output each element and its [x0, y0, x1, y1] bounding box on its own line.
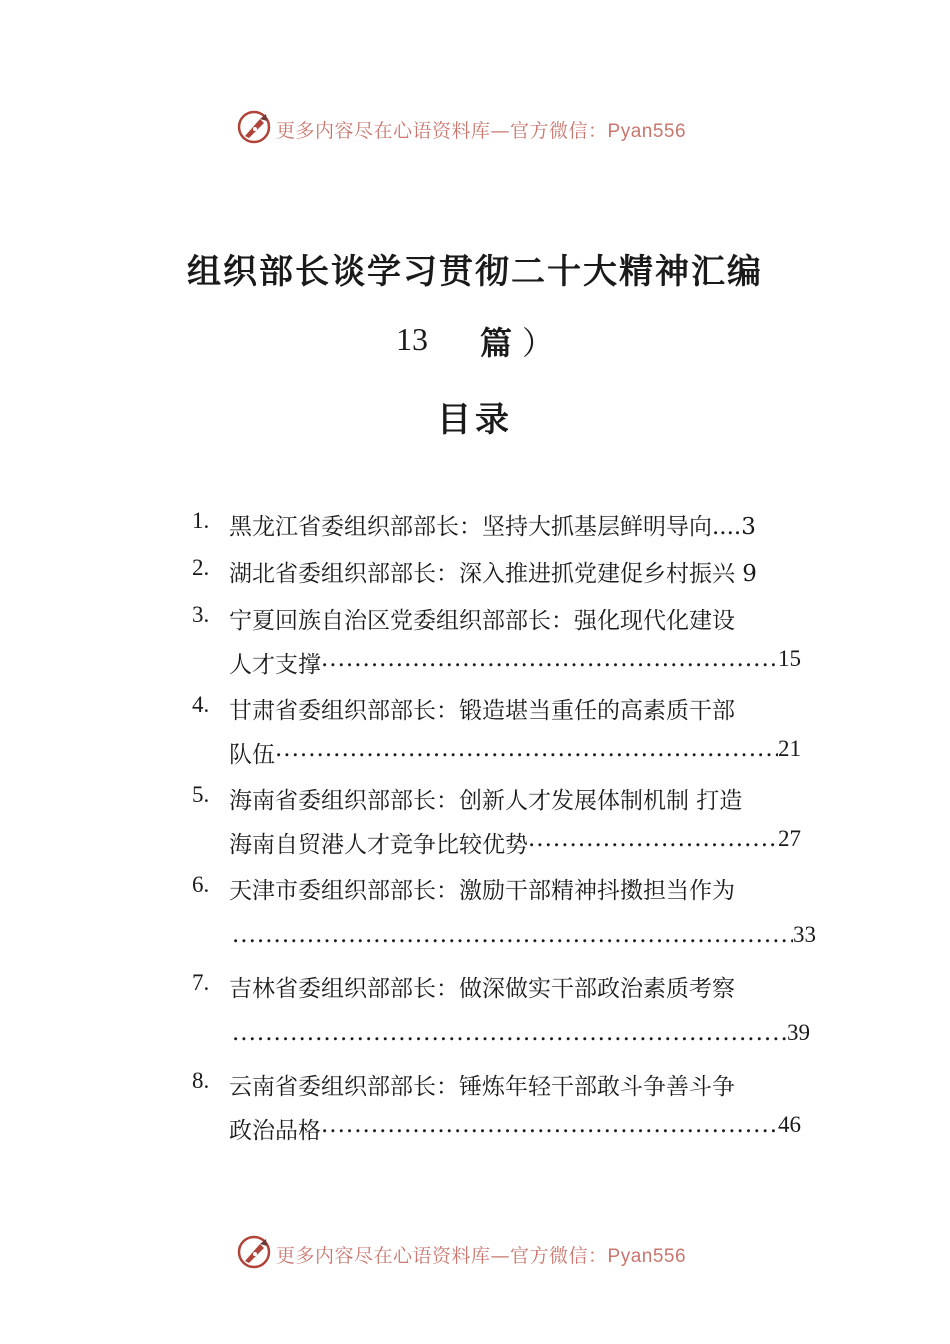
footer-banner — [0, 1232, 950, 1272]
pen-nib-logo-icon — [236, 109, 272, 145]
toc-entry-title: 甘肃省委组织部部长：锻造堪当重任的高素质干部 — [229, 698, 735, 724]
wechat-id: Pyan556 — [607, 1246, 687, 1267]
toc-dot-leader — [275, 736, 778, 769]
toc-entry-number: 2. — [192, 555, 210, 580]
toc-entry-title-cont: 政治品格 — [229, 1118, 321, 1144]
toc-dot-leader — [232, 922, 793, 948]
toc-entry-title: 吉林省委组织部部长：做深做实干部政治素质考察 — [229, 976, 735, 1002]
toc-entry-title-cont: 人才支撑 — [229, 652, 321, 678]
toc-entry-title: 海南省委组织部部长：创新人才发展体制机制 打造 — [229, 788, 743, 814]
toc-entry-title: 黑龙江省委组织部部长：坚持大抓基层鲜明导向....3 — [229, 514, 756, 540]
toc-page-number: 15 — [778, 646, 801, 671]
toc-entry-title-cont: 队伍 — [229, 742, 275, 768]
toc-entry-number: 7. — [192, 970, 210, 995]
header-banner — [0, 107, 950, 147]
wechat-id: Pyan556 — [607, 121, 687, 142]
toc-dot-leader — [528, 826, 778, 859]
banner-text: 更多内容尽在心语资料库—官方微信：Pyan556 — [276, 120, 687, 142]
article-count-number: 13 — [396, 321, 428, 357]
pen-nib-logo-icon — [236, 1234, 272, 1270]
toc-entry-continuation — [229, 646, 801, 679]
toc-entry-number: 6. — [192, 872, 210, 897]
toc-entry-continuation — [229, 826, 801, 859]
toc-entry-continuation — [229, 1112, 801, 1145]
toc-entry-title: 云南省委组织部部长：锤炼年轻干部敢斗争善斗争 — [229, 1074, 735, 1100]
toc-entry-number: 4. — [192, 692, 210, 717]
toc-entry-continuation — [229, 736, 801, 769]
document-title: 组织部长谈学习贯彻二十大精神汇编 — [187, 252, 763, 292]
toc-page-number: 46 — [778, 1112, 801, 1137]
toc-page-number: 27 — [778, 826, 801, 851]
toc-page-number: 39 — [787, 1020, 810, 1045]
toc-entry-continuation — [232, 922, 816, 948]
toc-page-number: 21 — [778, 736, 801, 761]
toc-entry-number: 1. — [192, 508, 210, 533]
toc-entry-number: 5. — [192, 782, 210, 807]
toc-dot-leader — [321, 1112, 778, 1145]
toc-page-number: 33 — [793, 922, 816, 947]
toc-entry-title: 天津市委组织部部长：激励干部精神抖擞担当作为 — [229, 878, 735, 904]
banner-text: 更多内容尽在心语资料库—官方微信：Pyan556 — [276, 1245, 687, 1267]
article-count-unit: 篇 — [480, 324, 513, 362]
toc-entry-title-cont: 海南自贸港人才竞争比较优势 — [229, 832, 528, 858]
toc-entry-title: 湖北省委组织部部长：深入推进抓党建促乡村振兴 9 — [229, 561, 757, 587]
toc-heading: 目录 — [437, 400, 513, 440]
toc-dot-leader — [232, 1020, 787, 1046]
article-count-paren: ） — [522, 324, 555, 362]
toc-entry-number: 8. — [192, 1068, 210, 1093]
toc-entry-title: 宁夏回族自治区党委组织部部长：强化现代化建设 — [229, 608, 735, 634]
toc-dot-leader — [321, 646, 778, 679]
toc-entry-continuation — [232, 1020, 810, 1046]
article-count — [0, 318, 950, 362]
toc-entry-number: 3. — [192, 602, 210, 627]
